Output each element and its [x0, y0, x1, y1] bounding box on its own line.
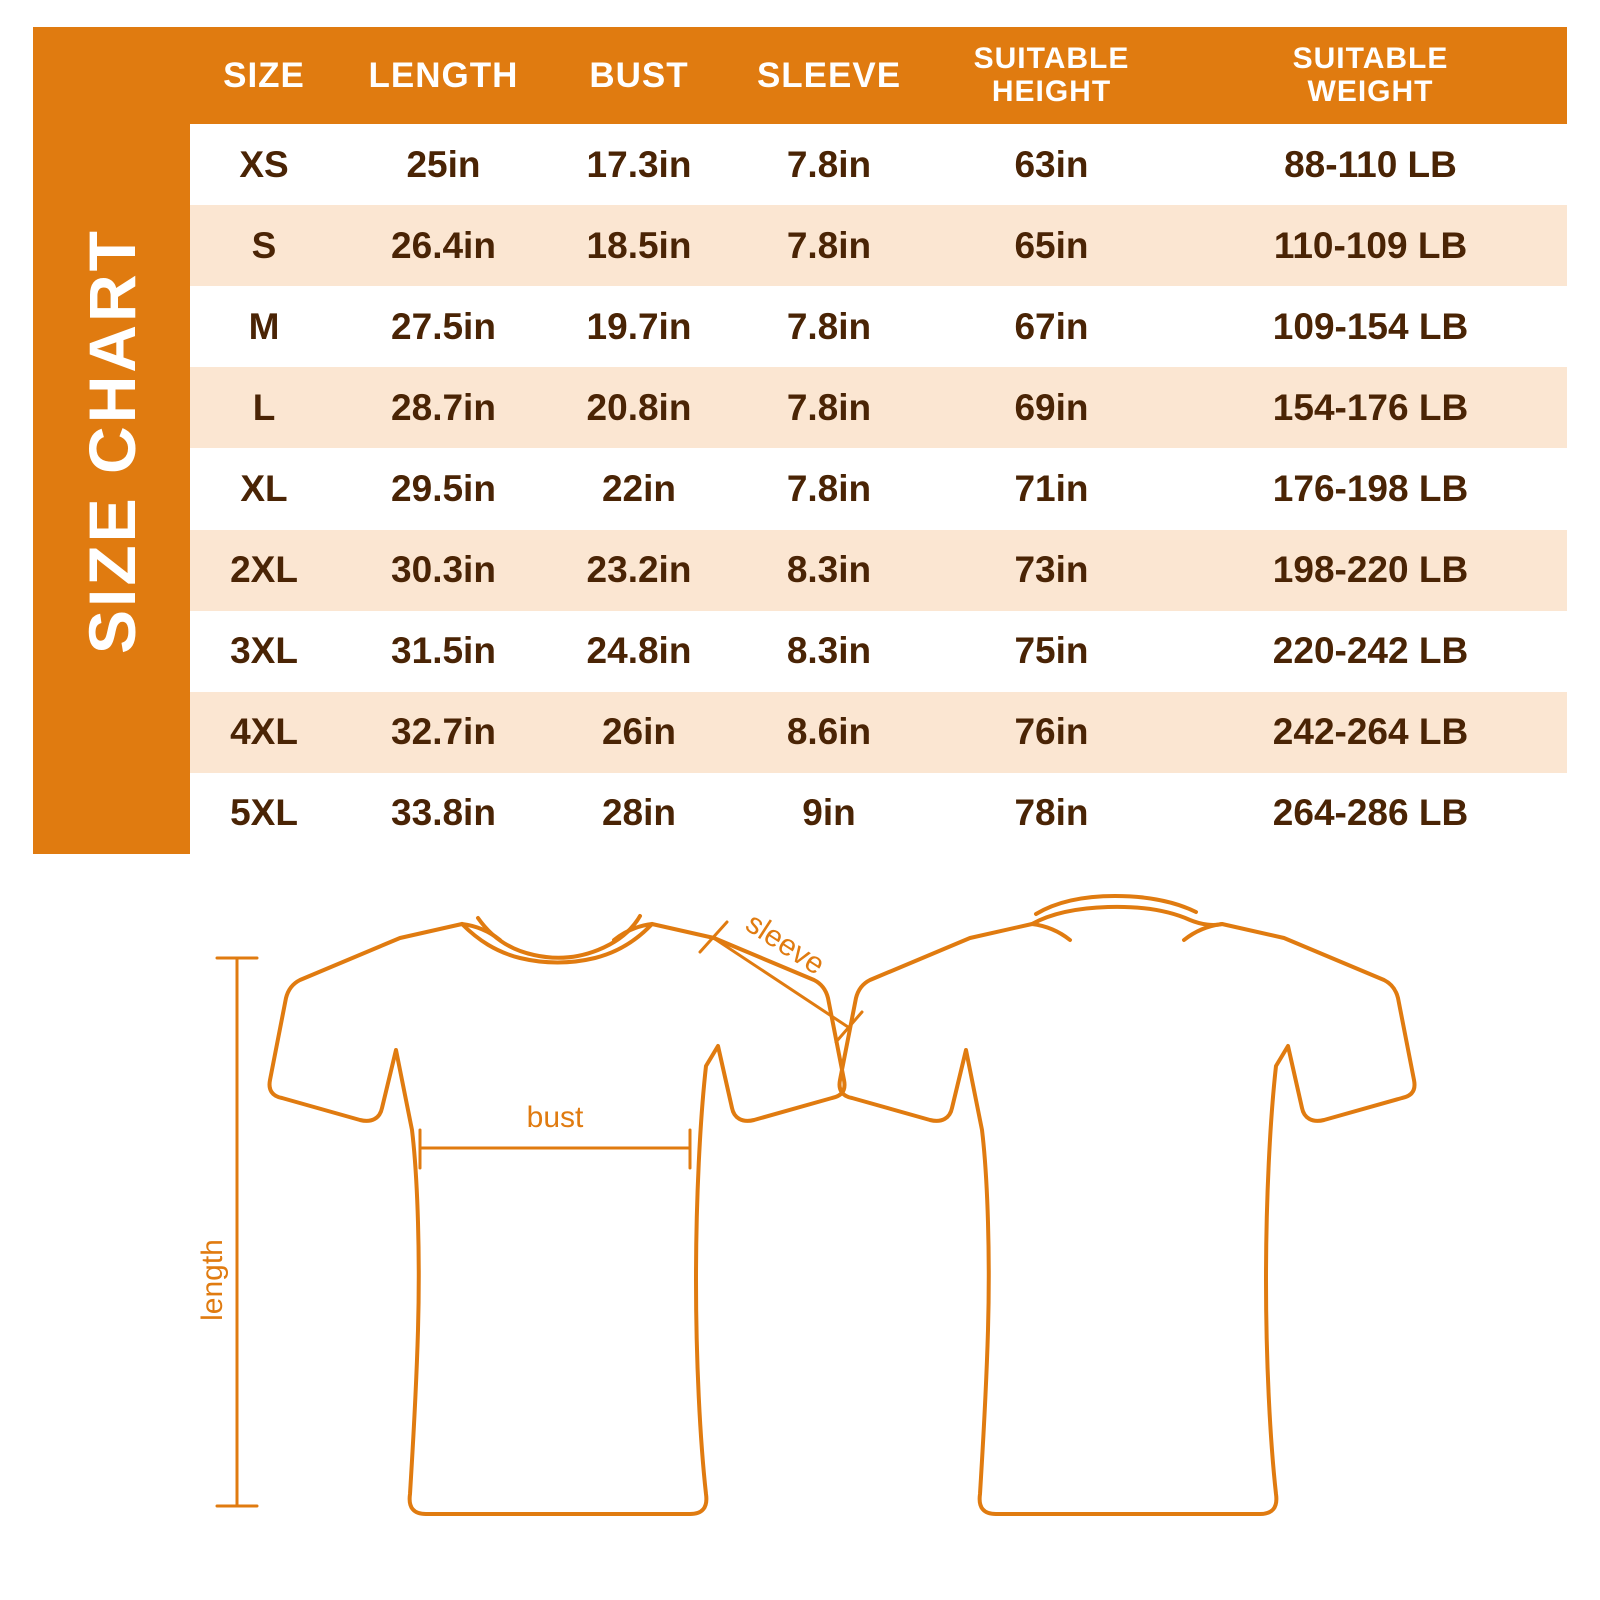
cell-bust: 20.8in — [549, 367, 729, 448]
table-body — [190, 124, 1567, 854]
tshirt-back-outline — [840, 896, 1415, 1514]
cell-height: 65in — [929, 205, 1174, 286]
cell-length: 30.3in — [338, 530, 549, 611]
cell-length: 27.5in — [338, 286, 549, 367]
cell-weight: 88-110 LB — [1174, 124, 1567, 205]
size-chart-title-column — [33, 27, 190, 854]
cell-height: 63in — [929, 124, 1174, 205]
cell-bust: 24.8in — [549, 611, 729, 692]
table-header-row — [190, 27, 1567, 124]
column-header-suitable-height — [929, 27, 1174, 124]
cell-weight: 198-220 LB — [1174, 530, 1567, 611]
cell-weight: 176-198 LB — [1174, 448, 1567, 529]
cell-bust: 17.3in — [549, 124, 729, 205]
cell-size: 3XL — [190, 611, 338, 692]
cell-size: 4XL — [190, 692, 338, 773]
column-header-length: LENGTH — [338, 27, 549, 124]
cell-sleeve: 8.3in — [729, 530, 929, 611]
page-title: SIZE CHART — [74, 227, 149, 654]
table-row — [190, 286, 1567, 367]
cell-bust: 19.7in — [549, 286, 729, 367]
cell-length: 31.5in — [338, 611, 549, 692]
length-dimension-line — [217, 958, 257, 1506]
length-label: length — [196, 1239, 229, 1321]
size-table-wrapper — [190, 27, 1567, 854]
cell-weight: 264-286 LB — [1174, 773, 1567, 854]
cell-length: 28.7in — [338, 367, 549, 448]
cell-sleeve: 9in — [729, 773, 929, 854]
cell-sleeve: 8.3in — [729, 611, 929, 692]
cell-height: 73in — [929, 530, 1174, 611]
cell-height: 71in — [929, 448, 1174, 529]
cell-height: 78in — [929, 773, 1174, 854]
cell-bust: 26in — [549, 692, 729, 773]
cell-height: 75in — [929, 611, 1174, 692]
column-header-bust: BUST — [549, 27, 729, 124]
cell-bust: 23.2in — [549, 530, 729, 611]
bust-label: bust — [526, 1101, 584, 1134]
cell-height: 69in — [929, 367, 1174, 448]
cell-bust: 22in — [549, 448, 729, 529]
cell-sleeve: 7.8in — [729, 205, 929, 286]
cell-length: 25in — [338, 124, 549, 205]
cell-size: 2XL — [190, 530, 338, 611]
cell-sleeve: 7.8in — [729, 367, 929, 448]
cell-size: S — [190, 205, 338, 286]
cell-bust: 28in — [549, 773, 729, 854]
cell-sleeve: 8.6in — [729, 692, 929, 773]
cell-length: 26.4in — [338, 205, 549, 286]
cell-weight: 154-176 LB — [1174, 367, 1567, 448]
table-row — [190, 124, 1567, 205]
cell-size: XL — [190, 448, 338, 529]
suitable-height-line1: SUITABLE — [973, 42, 1130, 76]
cell-size: L — [190, 367, 338, 448]
table-row — [190, 530, 1567, 611]
sleeve-label: sleeve — [739, 906, 831, 982]
cell-size: XS — [190, 124, 338, 205]
table-row — [190, 205, 1567, 286]
cell-height: 76in — [929, 692, 1174, 773]
table-row — [190, 367, 1567, 448]
cell-sleeve: 7.8in — [729, 286, 929, 367]
cell-length: 32.7in — [338, 692, 549, 773]
suitable-weight-line1: SUITABLE — [1292, 42, 1449, 76]
suitable-weight-line2: WEIGHT — [1307, 74, 1434, 108]
cell-weight: 110-109 LB — [1174, 205, 1567, 286]
size-chart-block — [33, 27, 1567, 854]
cell-sleeve: 7.8in — [729, 448, 929, 529]
column-header-sleeve: SLEEVE — [729, 27, 929, 124]
size-table — [190, 27, 1567, 854]
column-header-suitable-weight — [1174, 27, 1567, 124]
cell-weight: 220-242 LB — [1174, 611, 1567, 692]
column-header-size: SIZE — [190, 27, 338, 124]
cell-length: 29.5in — [338, 448, 549, 529]
cell-size: M — [190, 286, 338, 367]
cell-length: 33.8in — [338, 773, 549, 854]
suitable-height-line2: HEIGHT — [991, 74, 1112, 108]
table-row — [190, 692, 1567, 773]
cell-size: 5XL — [190, 773, 338, 854]
cell-weight: 109-154 LB — [1174, 286, 1567, 367]
cell-weight: 242-264 LB — [1174, 692, 1567, 773]
table-row — [190, 611, 1567, 692]
bust-dimension-line — [420, 1130, 690, 1168]
table-row — [190, 773, 1567, 854]
cell-height: 67in — [929, 286, 1174, 367]
tshirt-measurement-diagram — [0, 880, 1600, 1570]
tshirt-front-outline — [270, 916, 845, 1514]
cell-sleeve: 7.8in — [729, 124, 929, 205]
cell-bust: 18.5in — [549, 205, 729, 286]
table-row — [190, 448, 1567, 529]
table-header — [190, 27, 1567, 124]
